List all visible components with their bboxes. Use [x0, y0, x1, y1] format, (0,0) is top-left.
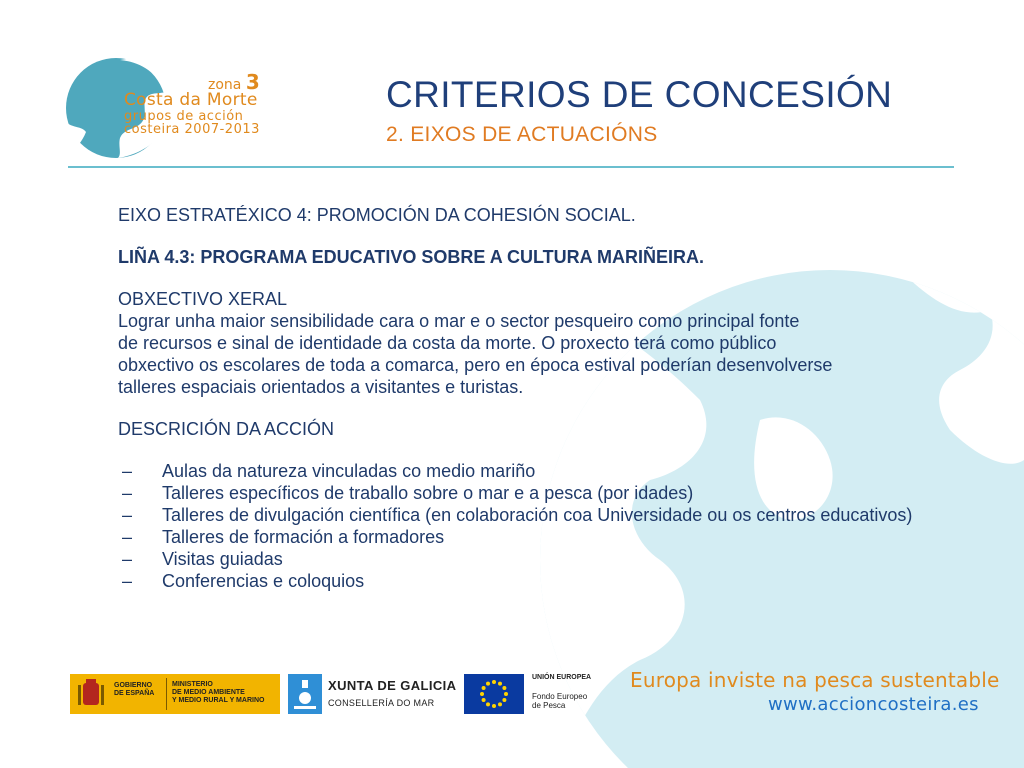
bullet-dash: – [122, 527, 133, 547]
eu-flag-icon [464, 674, 524, 714]
footer-slogan: Europa inviste na pesca sustentable [630, 668, 1000, 692]
list-item: – Visitas guiadas [122, 549, 283, 569]
bullet-dash: – [122, 483, 133, 503]
list-item: – Conferencias e coloquios [122, 571, 365, 591]
bullet-dash: – [122, 549, 133, 569]
action-line-heading: LIÑA 4.3: PROGRAMA EDUCATIVO SOBRE A CULTURA MARIÑEIRA. [118, 247, 705, 267]
list-item: – Talleres de divulgación científica (en colaboración coa Universidade ou os centros educativos) [122, 505, 913, 525]
header-divider [68, 166, 954, 168]
bullet-dash: – [122, 461, 133, 481]
eu-label: UNIÓN EUROPEA [532, 674, 592, 681]
coat-of-arms-icon [74, 677, 108, 711]
page-subtitle: 2. EIXOS DE ACTUACIÓNS [386, 123, 658, 146]
logo-wordmark [124, 72, 260, 136]
bullet-dash: – [122, 505, 133, 525]
ministerio-label: MINISTERIO DE MEDIO AMBIENTE Y MEDIO RURAL Y MARINO [172, 681, 265, 704]
objective-heading: OBXECTIVO XERAL [118, 289, 288, 309]
slide-content [118, 204, 946, 592]
description-heading: DESCRICIÓN DA ACCIÓN [118, 419, 335, 439]
page-title: CRITERIOS DE CONCESIÓN [386, 74, 893, 115]
objective-line: de recursos e sinal de identidade da costa da morte. O proxecto terá como público [118, 333, 777, 353]
gobierno-label: GOBIERNO DE ESPAÑA [114, 682, 155, 697]
eu-fund-logo [464, 674, 604, 714]
logo-zona: zona 3 [208, 70, 260, 94]
logo-name: Costa da Morte [124, 90, 258, 111]
logo-tagline-1: grupos de acción [124, 108, 244, 124]
bullet-dash: – [122, 571, 133, 591]
gobierno-espana-logo [70, 674, 280, 714]
eu-fund-label: Fondo Europeo de Pesca [532, 692, 588, 710]
logo-tagline-2: costeira 2007-2013 [124, 121, 260, 137]
objective-line: obxectivo os escolares de toda a comarca, pero en época estival poderían desenvolverse [118, 355, 833, 375]
xunta-label: XUNTA DE GALICIA [328, 678, 457, 693]
list-item: – Talleres específicos de traballo sobre o mar e a pesca (por idades) [122, 483, 694, 503]
conselleria-label: CONSELLERÍA DO MAR [328, 698, 435, 708]
costa-da-morte-logo [62, 52, 282, 164]
objective-line: Lograr unha maior sensibilidade cara o mar e o sector pesqueiro como principal fonte [118, 311, 800, 331]
action-list [118, 460, 946, 592]
website-link[interactable]: www.accioncosteira.es [768, 694, 979, 715]
galicia-flag-icon [288, 674, 322, 714]
objective-line: talleres espaciais orientados a visitantes e turistas. [118, 377, 524, 397]
footer-logos [0, 660, 1024, 730]
list-item: – Aulas da natureza vinculadas co medio mariño [122, 461, 536, 481]
strategic-axis: EIXO ESTRATÉXICO 4: PROMOCIÓN DA COHESIÓN SOCIAL. [118, 205, 636, 225]
list-item: – Talleres de formación a formadores [122, 527, 445, 547]
xunta-galicia-logo [288, 674, 458, 714]
